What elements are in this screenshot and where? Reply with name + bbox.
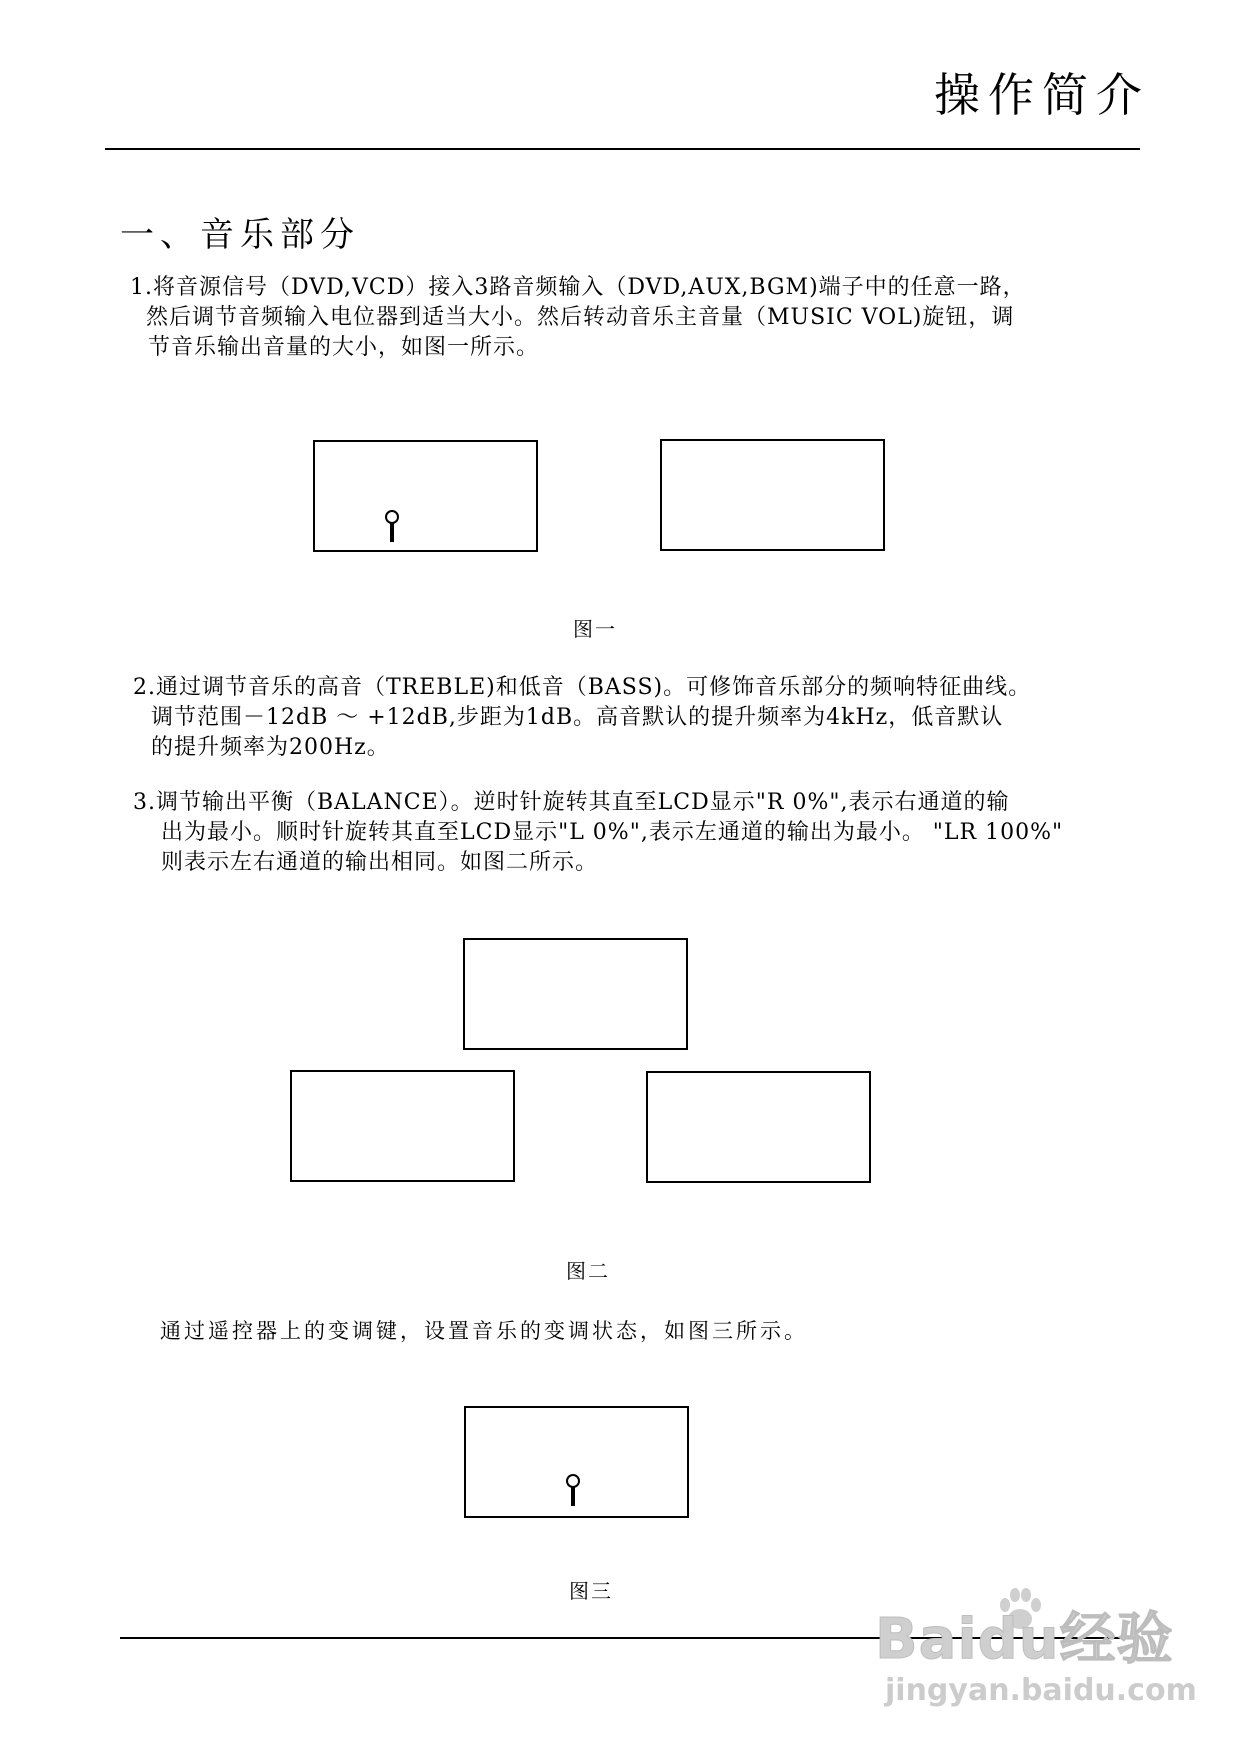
knob-icon	[566, 1474, 580, 1506]
paragraph-2-line-3: 的提升频率为200Hz。	[151, 735, 390, 760]
page-title: 操作简介	[934, 68, 1150, 122]
paragraph-2-line-2: 调节范围－12dB ～ +12dB,步距为1dB。高音默认的提升频率为4kHz，低音默认	[151, 705, 1004, 730]
figure-2-lcd-right	[646, 1071, 871, 1183]
paragraph-1	[130, 273, 1026, 363]
baidu-watermark	[875, 1585, 1197, 1735]
figure-2-lcd-top	[463, 938, 688, 1050]
paragraph-1-line-2: 然后调节音频输入电位器到适当大小。然后转动音乐主音量（MUSIC VOL)旋钮，调	[146, 305, 1015, 330]
paragraph-2-line-1: 2.通过调节音乐的高音（TREBLE)和低音（BASS)。可修饰音乐部分的频响特征曲线。	[133, 675, 1032, 700]
paragraph-2	[133, 673, 1031, 763]
header-divider	[105, 148, 1140, 150]
figure-2-caption: 图二	[566, 1259, 610, 1283]
section-title: 一、音乐部分	[120, 215, 360, 255]
paragraph-3-line-3: 则表示左右通道的输出相同。如图二所示。	[161, 850, 599, 875]
figure-3-caption: 图三	[569, 1579, 613, 1603]
figure-1-caption: 图一	[573, 617, 617, 641]
figure-1-lcd-left	[313, 440, 538, 552]
paragraph-1-line-1: 1.将音源信号（DVD,VCD）接入3路音频输入（DVD,AUX,BGM)端子中的任意一路，	[130, 275, 1026, 300]
paragraph-3	[133, 788, 1063, 878]
watermark-logo: Baidu经验	[875, 1607, 1174, 1672]
figure-3-lcd	[464, 1406, 689, 1518]
paragraph-3-line-1: 3.调节输出平衡（BALANCE）。逆时针旋转其直至LCD显示"R 0%",表示右通道的输	[133, 790, 1010, 815]
figure-1-lcd-right	[660, 439, 885, 551]
watermark-url: jingyan.baidu.com	[885, 1673, 1197, 1708]
paragraph-1-line-3: 节音乐输出音量的大小，如图一所示。	[148, 335, 540, 360]
figure-2-lcd-left	[290, 1070, 515, 1182]
paragraph-4: 通过遥控器上的变调键，设置音乐的变调状态，如图三所示。	[160, 1319, 808, 1343]
knob-icon	[385, 510, 399, 542]
paragraph-3-line-2: 出为最小。顺时针旋转其直至LCD显示"L 0%",表示左通道的输出为最小。 "LR 100%"	[161, 820, 1064, 845]
